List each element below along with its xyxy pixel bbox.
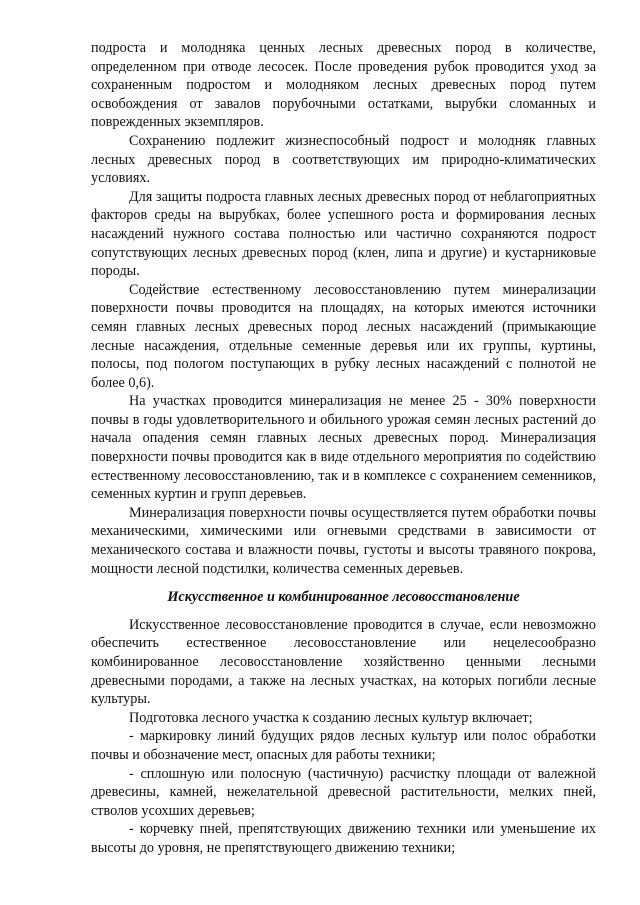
paragraph: Минерализация поверхности почвы осуществляется путем обработки почвы механическими, химическими или огневыми средствами в зависимости от механического состава и влажности почвы, густоты и высоты травяного покрова, мощности лесной подстилки, количества семенных деревьев. xyxy=(91,504,596,577)
list-item: - сплошную или полосную (частичную) расчистку площади от валежной древесины, камней, нежелательной древесной растительности, мелких пней, стволов усохших деревьев; xyxy=(91,765,596,819)
paragraph-continuation: подроста и молодняка ценных лесных древесных пород в количестве, определенном при отводе лесосек. После проведения рубок проводится уход за сохраненным подростом и молодняком лесных древесных пород путем освобождения от завалов порубочными остатками, вырубки сломанных и поврежденных экземпляров. xyxy=(91,40,596,131)
list-item: - маркировку линий будущих рядов лесных культур или полос обработки почвы и обозначение мест, опасных для работы техники; xyxy=(91,728,596,763)
section-heading: Искусственное и комбинированное лесовосстановление xyxy=(167,589,520,606)
paragraph: На участках проводится минерализация не менее 25 - 30% поверхности почвы в годы удовлетворительного и обильного урожая семян лесных растений до начала опадения семян главных лесных древесных пород. Минерализация поверхности почвы проводится как в виде отдельного мероприятия по содействию естественному лесовосстановлению, так и в комплексе с сохранением семенников, семенных куртин и групп деревьев. xyxy=(91,393,596,503)
paragraph: Для защиты подроста главных лесных древесных пород от неблагоприятных факторов среды на вырубках, более успешного роста и формирования лесных насаждений нужного состава полностью или частично сохраняются подрост сопутствующих лесных древесных пород (клен, липа и другие) и кустарниковые породы. xyxy=(91,188,596,280)
paragraph: Содействие естественному лесовосстановлению путем минерализации поверхности почвы проводится на площадях, на которых имеются источники семян главных лесных древесных пород лесных насаждений (примыкающие лесные насаждения, отдельные семенные деревья или их группы, куртины, полосы, под пологом поступающих в рубку лесных насаждений с полнотой не более 0,6). xyxy=(91,281,596,391)
paragraph: Искусственное лесовосстановление проводится в случае, если невозможно обеспечить естественное лесовосстановление или нецелесообразно комбинированное лесовосстановление хозяйственно ценными лесными древесными породами, а также на лесных участках, на которых погибли лесные культуры. xyxy=(91,616,596,708)
paragraph: Сохранению подлежит жизнеспособный подрост и молодняк главных лесных древесных пород в соответствующих им природно-климатических условиях. xyxy=(91,132,596,187)
paragraph: Подготовка лесного участка к созданию лесных культур включает; xyxy=(129,709,533,726)
list-item: - корчевку пней, препятствующих движению техники или уменьшение их высоты до уровня, не препятствующего движению техники; xyxy=(91,821,596,856)
document-body xyxy=(91,39,596,858)
